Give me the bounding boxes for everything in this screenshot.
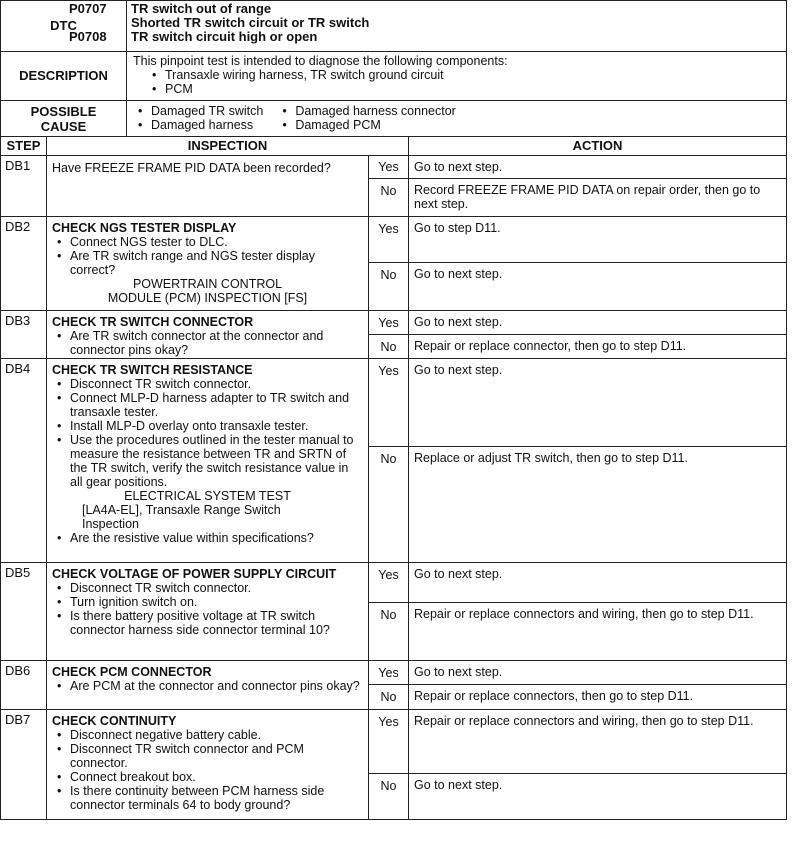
inspection-bullet: • Are TR switch range and NGS tester display correct? [70,249,363,277]
inspection-title: CHECK CONTINUITY [52,714,177,728]
dtc-title: Shorted TR switch circuit or TR switch [131,15,370,30]
inspection-bullet: • Turn ignition switch on. [70,595,363,609]
inspection-cell [47,563,369,661]
inspection-title: CHECK TR SWITCH CONNECTOR [52,315,254,329]
no-action: Replace or adjust TR switch, then go to step D11. [409,447,787,563]
no-action: Go to next step. [409,263,787,311]
table-row [1,156,787,179]
yes-action: Go to next step. [409,563,787,603]
dtc-code-line [69,29,782,44]
dtc-code-line [131,16,782,30]
yes-action: Go to step D11. [409,217,787,263]
reference-text: MODULE (PCM) INSPECTION [FS] [107,291,308,305]
possible-cause-list-left [133,104,263,132]
dtc-code: P0707 [69,1,107,16]
table-row [1,359,787,447]
step-id: DB3 [1,311,47,359]
inspection-cell [47,661,369,710]
dtc-title: TR switch circuit high or open [131,29,318,44]
description-item: • PCM [165,82,780,96]
no-action: Repair or replace connectors, then go to step D11. [409,685,787,710]
dtc-label: DTC [1,1,127,52]
yes-action: Go to next step. [409,661,787,685]
table-row [1,710,787,774]
table-row [1,217,787,263]
dtc-codes-cell [69,1,787,52]
inspection-bullet: • Are TR switch connector at the connector and connector pins okay? [70,329,363,357]
inspection-cell [47,311,369,359]
reference-text: POWERTRAIN CONTROL [132,277,283,291]
reference-text: ELECTRICAL SYSTEM TEST [124,489,291,503]
inspection-bullet: • Are the resistive value within specifications? [70,531,363,545]
table-header-row [1,137,787,156]
no-action: Go to next step. [409,774,787,820]
reference-text: [LA4A-EL], Transaxle Range Switch [82,503,281,517]
yes-label: Yes [369,710,409,774]
yes-label: Yes [369,359,409,447]
no-label: No [369,685,409,710]
yes-action: Go to next step. [409,311,787,335]
inspection-cell [47,217,369,311]
step-id: DB5 [1,563,47,661]
no-label: No [369,447,409,563]
inspection-table [0,136,787,820]
dtc-title: TR switch out of range [131,1,272,16]
step-id: DB1 [1,156,47,217]
inspection-bullets [52,235,363,277]
no-action: Record FREEZE FRAME PID DATA on repair order, then go to next step. [409,179,787,217]
possible-cause-label: POSSIBLE CAUSE [1,101,127,137]
yes-action: Repair or replace connectors and wiring, then go to step D11. [409,710,787,774]
inspection-cell [47,710,369,820]
yes-label: Yes [369,217,409,263]
inspection-cell [47,156,369,217]
inspection-bullet: • Disconnect TR switch connector and PCM connector. [70,742,363,770]
inspection-question: Have FREEZE FRAME PID DATA been recorded? [52,161,331,175]
inspection-title: CHECK TR SWITCH RESISTANCE [52,363,253,377]
dtc-row [1,1,787,52]
yes-label: Yes [369,563,409,603]
description-cell [127,52,787,101]
inspection-cell [47,359,369,563]
no-label: No [369,774,409,820]
inspection-title: CHECK PCM CONNECTOR [52,665,212,679]
no-action: Repair or replace connectors and wiring, then go to step D11. [409,603,787,661]
description-intro: This pinpoint test is intended to diagnose the following components: [133,54,508,68]
table-row [1,563,787,603]
yes-label: Yes [369,156,409,179]
step-header: STEP [1,137,47,156]
table-row [1,661,787,685]
inspection-bullets [52,728,363,812]
description-item: • Transaxle wiring harness, TR switch ground circuit [165,68,780,82]
possible-cause-item: • Damaged TR switch [151,104,263,118]
reference-text: Inspection [82,517,139,531]
inspection-bullet: • Install MLP-D overlay onto transaxle tester. [70,419,363,433]
inspection-title: CHECK NGS TESTER DISPLAY [52,221,237,235]
step-id: DB4 [1,359,47,563]
possible-cause-cell [127,101,787,137]
no-label: No [369,335,409,359]
inspection-bullets [52,377,363,489]
inspection-bullet: • Disconnect TR switch connector. [70,581,363,595]
no-label: No [369,179,409,217]
step-id: DB6 [1,661,47,710]
possible-cause-item: • Damaged harness [151,118,263,132]
inspection-bullet: • Is there continuity between PCM harness side connector terminals 64 to body ground? [70,784,363,812]
inspection-bullet: • Connect MLP-D harness adapter to TR switch and transaxle tester. [70,391,363,419]
description-row [1,52,787,101]
inspection-bullet: • Are PCM at the connector and connector pins okay? [70,679,363,693]
inspection-header: INSPECTION [47,137,409,156]
no-label: No [369,263,409,311]
dtc-header-table [0,0,787,137]
yes-label: Yes [369,311,409,335]
no-action: Repair or replace connector, then go to step D11. [409,335,787,359]
possible-cause-item: • Damaged PCM [295,118,456,132]
inspection-bullet: • Connect breakout box. [70,770,363,784]
possible-cause-item: • Damaged harness connector [295,104,456,118]
inspection-bullets [52,679,363,693]
step-id: DB7 [1,710,47,820]
inspection-bullets [52,531,363,545]
inspection-bullet: • Disconnect TR switch connector. [70,377,363,391]
yes-action: Go to next step. [409,156,787,179]
description-label: DESCRIPTION [1,52,127,101]
inspection-bullets [52,329,363,357]
no-label: No [369,603,409,661]
inspection-title: CHECK VOLTAGE OF POWER SUPPLY CIRCUIT [52,567,337,581]
inspection-bullet: • Use the procedures outlined in the tester manual to measure the resistance between TR and SRTN of the TR switch, verify the switch resistance value in all gear positions. [70,433,363,489]
yes-label: Yes [369,661,409,685]
step-id: DB2 [1,217,47,311]
inspection-bullet: • Is there battery positive voltage at TR switch connector harness side connector terminal 10? [70,609,363,637]
action-header: ACTION [409,137,787,156]
possible-cause-list-right [263,104,456,132]
inspection-bullets [52,581,363,637]
yes-action: Go to next step. [409,359,787,447]
description-list [133,68,780,96]
dtc-code: P0708 [69,29,107,44]
inspection-bullet: • Connect NGS tester to DLC. [70,235,363,249]
dtc-code-line [69,1,782,16]
table-row [1,311,787,335]
inspection-bullet: • Disconnect negative battery cable. [70,728,363,742]
possible-cause-row [1,101,787,137]
